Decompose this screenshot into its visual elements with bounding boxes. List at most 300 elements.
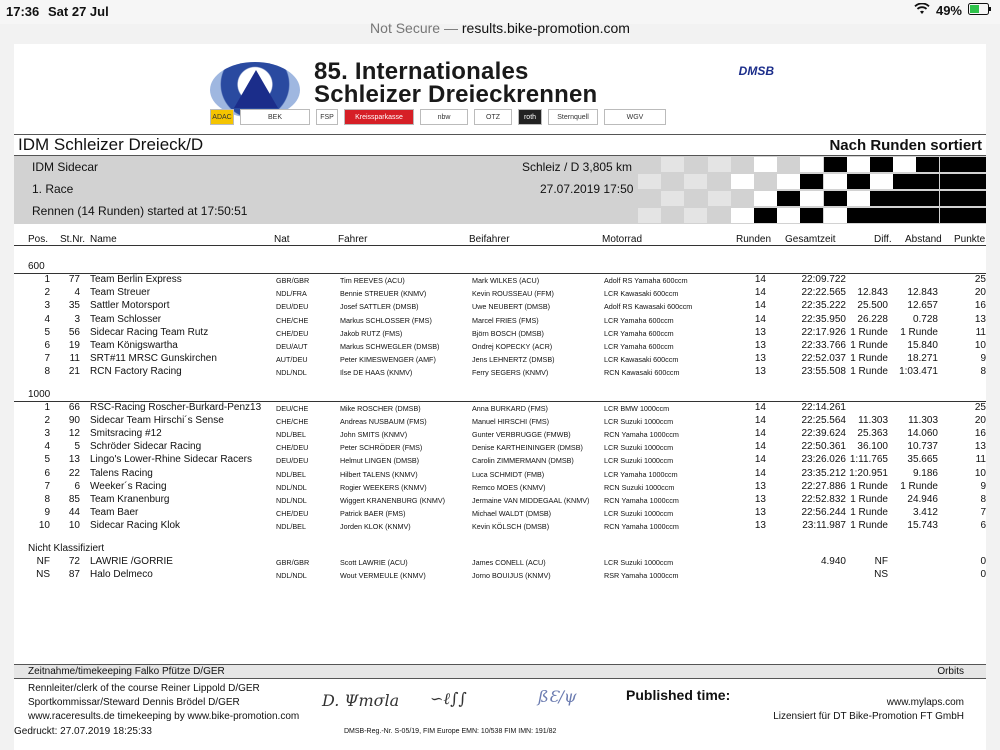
orbits: Orbits (937, 666, 964, 677)
cell-pos: 8 (44, 366, 50, 378)
flag-cell (893, 157, 916, 172)
col-name: Name (90, 234, 117, 245)
cell-punkte: 11 (975, 454, 986, 466)
col-nat: Nat (274, 234, 290, 245)
cell-punkte: 10 (974, 467, 986, 479)
cell-name: Schröder Sidecar Racing (90, 441, 202, 453)
flag-cell (916, 174, 939, 189)
cell-zeit: 22:17.926 (801, 326, 846, 338)
cell-name: Team Königswartha (90, 340, 178, 351)
cell-pos: 4 (44, 313, 50, 325)
cell-motorrad: LCR Yamaha 600ccm (604, 342, 674, 351)
cell-abstand: 11.303 (908, 414, 938, 426)
cell-motorrad: RCN Suzuki 1000ccm (604, 482, 675, 492)
not-secure-label: Not Secure — (370, 20, 458, 36)
cell-pos: 7 (44, 353, 50, 365)
cell-zeit: 22:33.766 (801, 340, 846, 351)
table-row (14, 507, 986, 520)
cell-name: Team Baer (90, 507, 139, 519)
cell-name: Sattler Motorsport (90, 300, 170, 312)
cell-motorrad: RCN Yamaha 1000ccm (604, 430, 679, 439)
cell-runden: 13 (754, 366, 766, 378)
cell-diff: 1 Runde (850, 326, 888, 338)
cell-abstand: 12.843 (907, 287, 938, 299)
cell-fahrer: Bennie STREUER (KNMV) (340, 289, 427, 299)
cell-fahrer: Hilbert TALENS (KNMV) (340, 469, 418, 479)
cell-runden: 13 (754, 520, 766, 532)
flag-cell (684, 208, 707, 223)
flag-cell (916, 157, 939, 172)
cell-zeit: 22:39.624 (801, 428, 846, 439)
class-name: IDM Sidecar (32, 160, 99, 174)
clerk: Rennleiter/clerk of the course Reiner Lippold D/GER (28, 683, 260, 694)
checkered-flag (638, 156, 986, 224)
cell-pos: 5 (44, 326, 50, 338)
flag-cell (847, 191, 870, 206)
table-row (14, 314, 986, 327)
cell-motorrad: RSR Yamaha 1000ccm (604, 570, 679, 580)
flag-cell (824, 157, 847, 172)
track-name: IDM Schleizer Dreieck/D (18, 135, 204, 154)
cell-punkte: 13 (974, 313, 986, 325)
status-date: Sat 27 Jul (48, 4, 109, 19)
cell-fahrer: Markus SCHLOSSER (FMS) (340, 315, 432, 325)
cell-zeit: 22:50.361 (801, 441, 846, 453)
cell-nat: GBR/GBR (276, 557, 310, 567)
cell-motorrad: LCR Kawasaki 600ccm (604, 355, 679, 365)
cell-beifahrer: Ondrej KOPECKY (ACR) (472, 342, 553, 351)
cell-diff: 1 Runde (850, 340, 888, 351)
cell-punkte: 0 (980, 568, 986, 580)
cell-nr: 10 (68, 520, 80, 532)
cell-diff: 1:20.951 (849, 467, 888, 479)
cell-punkte: 16 (974, 300, 986, 312)
col-diff: Diff. (874, 234, 892, 245)
flag-cell (777, 208, 800, 223)
cell-runden: 14 (754, 441, 766, 453)
cell-fahrer: Ilse DE HAAS (KNMV) (340, 368, 413, 378)
race-datetime: 27.07.2019 17:50 (540, 182, 634, 196)
cell-name: Sidecar Racing Klok (90, 520, 181, 532)
race-started: Rennen (14 Runden) started at 17:50:51 (32, 204, 248, 218)
footer (14, 664, 986, 750)
cell-abstand: 12.657 (907, 300, 938, 312)
cell-fahrer: Peter SCHRÖDER (FMS) (340, 443, 423, 453)
flag-cell (916, 208, 939, 223)
cell-nat: CHE/CHE (276, 315, 309, 325)
cell-nat: NDL/FRA (276, 289, 307, 299)
cell-pos: 9 (44, 507, 50, 519)
cell-motorrad: RCN Yamaha 1000ccm (604, 522, 679, 532)
race-name: 1. Race (32, 182, 74, 196)
flag-cell (731, 174, 754, 189)
location: Schleiz / D 3,805 km (522, 160, 633, 174)
cell-nr: 6 (74, 480, 80, 492)
cell-runden: 14 (754, 287, 766, 299)
cell-punkte: 20 (974, 414, 986, 426)
col-pos: Pos. (28, 234, 49, 245)
cell-pos: 3 (44, 300, 50, 312)
cell-diff: NS (874, 568, 888, 580)
signature-1: D. Ψmσla (322, 691, 400, 710)
cell-beifahrer: Kevin KÖLSCH (DMSB) (472, 522, 550, 532)
cell-zeit: 22:25.564 (801, 414, 846, 426)
table-row (14, 402, 986, 415)
flag-cell (661, 157, 684, 172)
flag-cell (708, 191, 731, 206)
cell-name: Team Berlin Express (90, 274, 182, 285)
cell-pos: 6 (44, 467, 50, 479)
sponsor-logo: nbw (420, 109, 468, 125)
flag-cell (754, 191, 777, 206)
cell-beifahrer: Carolin ZIMMERMANN (DMSB) (472, 456, 574, 466)
cell-abstand: 0.728 (912, 313, 938, 325)
cell-motorrad: LCR Yamaha 1000ccm (604, 469, 678, 479)
section-title: Nicht Klassifiziert (28, 542, 105, 554)
cell-motorrad: LCR Suzuki 1000ccm (604, 416, 674, 426)
cell-diff: 1 Runde (850, 520, 888, 532)
cell-fahrer: Helmut LINGEN (DMSB) (340, 456, 420, 466)
cell-zeit: 23:26.026 (801, 454, 846, 466)
cell-nat: NDL/NDL (276, 570, 307, 580)
cell-runden: 14 (754, 300, 766, 312)
cell-motorrad: LCR Suzuki 1000ccm (604, 456, 674, 466)
table-row (14, 366, 986, 379)
column-headers (14, 232, 986, 246)
cell-runden: 14 (754, 428, 766, 439)
cell-diff: 25.500 (857, 300, 888, 312)
cell-beifahrer: James CONELL (ACU) (472, 557, 546, 567)
cell-motorrad: Adolf RS Kawasaki 600ccm (604, 302, 693, 312)
cell-zeit: 22:22.565 (801, 287, 846, 299)
cell-nr: 21 (68, 366, 80, 378)
table-row (14, 520, 986, 533)
cell-abstand: 35.665 (907, 454, 938, 466)
cell-motorrad: LCR Suzuki 1000ccm (604, 557, 674, 567)
cell-fahrer: Tim REEVES (ACU) (340, 276, 405, 285)
sort-label: Nach Runden sortiert (829, 137, 982, 154)
url-text: results.bike-promotion.com (461, 20, 630, 36)
cell-pos: 7 (44, 480, 50, 492)
cell-pos: 1 (44, 401, 50, 413)
cell-diff: 25.363 (857, 428, 888, 439)
col-abstand: Abstand (905, 234, 942, 245)
cell-zeit: 22:14.261 (801, 401, 846, 413)
cell-beifahrer: Jorno BOUIJUS (KNMV) (472, 570, 551, 580)
cell-nr: 19 (68, 340, 80, 351)
cell-runden: 13 (754, 494, 766, 505)
table-row (14, 468, 986, 481)
cell-pos: 5 (44, 454, 50, 466)
flag-cell (777, 157, 800, 172)
cell-beifahrer: Kevin ROUSSEAU (FFM) (472, 289, 554, 299)
cell-beifahrer: Uwe NEUBERT (DMSB) (472, 302, 551, 312)
flag-cell (940, 157, 963, 172)
mylaps: www.mylaps.com (886, 697, 964, 708)
cell-punkte: 16 (974, 428, 986, 439)
cell-zeit: 22:52.037 (801, 353, 846, 365)
cell-pos: 10 (38, 520, 50, 532)
cell-beifahrer: Gunter VERBRUGGE (FMWB) (472, 430, 571, 439)
sponsor-logo: OTZ (474, 109, 512, 125)
flag-cell (870, 174, 893, 189)
cell-nr: 22 (68, 467, 80, 479)
cell-beifahrer: Marcel FRIES (FMS) (472, 315, 539, 325)
cell-nat: CHE/DEU (276, 509, 309, 519)
flag-cell (916, 191, 939, 206)
cell-punkte: 0 (980, 555, 986, 567)
flag-cell (870, 208, 893, 223)
cell-nat: GBR/GBR (276, 276, 310, 285)
cell-fahrer: Jakob RUTZ (FMS) (340, 328, 403, 338)
section-title: 600 (28, 261, 45, 272)
flag-cell (708, 174, 731, 189)
flag-cell (731, 191, 754, 206)
cell-nat: NDL/NDL (276, 368, 307, 378)
cell-fahrer: Scott LAWRIE (ACU) (340, 557, 408, 567)
cell-zeit: 4.940 (820, 555, 846, 567)
cell-diff: 1:11.765 (849, 454, 888, 466)
col-punkte: Punkte (954, 234, 986, 245)
table-row (14, 274, 986, 287)
flag-cell (800, 191, 823, 206)
sponsor-logo: ADAC (210, 109, 234, 125)
flag-cell (963, 157, 986, 172)
flag-cell (661, 191, 684, 206)
cell-runden: 13 (754, 480, 766, 492)
cell-runden: 14 (754, 454, 766, 466)
cell-punkte: 9 (980, 353, 986, 365)
sponsor-logo: Sternquell (548, 109, 598, 125)
cell-fahrer: Mike ROSCHER (DMSB) (340, 403, 421, 413)
cell-name: Halo Delmeco (90, 568, 153, 580)
cell-nr: 87 (68, 568, 80, 580)
flag-cell (708, 157, 731, 172)
flag-cell (754, 157, 777, 172)
cell-nat: NDL/BEL (276, 469, 306, 479)
flag-cell (754, 208, 777, 223)
steward: Sportkommissar/Steward Dennis Brödel D/GER (28, 697, 240, 708)
table-row (14, 428, 986, 441)
flag-cell (824, 174, 847, 189)
cell-pos: 8 (44, 494, 50, 505)
col-beifahrer: Beifahrer (469, 234, 510, 245)
cell-nr: 5 (74, 441, 80, 453)
flag-cell (963, 174, 986, 189)
dmsb-logo: DMSB (738, 64, 774, 78)
cell-fahrer: John SMITS (KNMV) (340, 430, 408, 439)
flag-cell (731, 157, 754, 172)
cell-runden: 13 (754, 353, 766, 365)
cell-punkte: 25 (974, 274, 986, 285)
flag-cell (893, 191, 916, 206)
cell-motorrad: LCR Kawasaki 600ccm (604, 289, 679, 299)
flag-cell (847, 157, 870, 172)
flag-cell (684, 191, 707, 206)
cell-nat: NDL/NDL (276, 496, 307, 505)
cell-nat: DEU/CHE (276, 403, 309, 413)
flag-cell (638, 157, 661, 172)
cell-beifahrer: Manuel HIRSCHI (FMS) (472, 416, 550, 426)
cell-motorrad: LCR Suzuki 1000ccm (604, 443, 674, 453)
flag-cell (684, 157, 707, 172)
cell-fahrer: Andreas NUSBAUM (FMS) (340, 416, 427, 426)
cell-diff: 12.843 (857, 287, 888, 299)
cell-name: Team Streuer (90, 287, 151, 299)
cell-nat: CHE/DEU (276, 443, 309, 453)
cell-name: Lingo's Lower-Rhine Sidecar Racers (90, 454, 252, 466)
cell-nr: 66 (68, 401, 80, 413)
cell-pos: 4 (44, 441, 50, 453)
flag-cell (800, 208, 823, 223)
cell-beifahrer: Jermaine VAN MIDDEGAAL (KNMV) (472, 496, 590, 505)
cell-zeit: 22:27.886 (801, 480, 846, 492)
cell-name: Sidecar Racing Team Rutz (90, 326, 209, 338)
table-row (14, 569, 986, 582)
cell-zeit: 22:56.244 (801, 507, 846, 519)
cell-diff: NF (874, 555, 888, 567)
cell-runden: 14 (754, 467, 766, 479)
cell-pos: 2 (44, 287, 50, 299)
flag-cell (847, 208, 870, 223)
cell-diff: 1 Runde (850, 480, 888, 492)
sponsor-logo: Kreissparkasse (344, 109, 414, 125)
table-row (14, 353, 986, 366)
footer-bar (14, 665, 986, 679)
cell-zeit: 22:52.832 (801, 494, 846, 505)
cell-zeit: 23:55.508 (801, 366, 846, 378)
flag-cell (940, 174, 963, 189)
flag-cell (777, 191, 800, 206)
cell-name: Sidecar Team Hirschi´s Sense (90, 414, 224, 426)
cell-nr: 3 (74, 313, 80, 325)
flag-cell (893, 208, 916, 223)
cell-zeit: 22:35.950 (801, 313, 846, 325)
table-row (14, 454, 986, 467)
cell-abstand: 3.412 (912, 507, 938, 519)
race-info (14, 156, 986, 224)
cell-fahrer: Rogier WEEKERS (KNMV) (340, 482, 427, 492)
cell-abstand: 18.271 (907, 353, 938, 365)
section-title: 1000 (28, 388, 51, 400)
flag-cell (940, 191, 963, 206)
flag-cell (870, 191, 893, 206)
cell-fahrer: Wout VERMEULE (KNMV) (340, 570, 426, 580)
cell-punkte: 7 (980, 507, 986, 519)
flag-cell (800, 174, 823, 189)
cell-name: LAWRIE /GORRIE (90, 555, 173, 567)
flag-cell (870, 157, 893, 172)
cell-beifahrer: Denise KARTHEININGER (DMSB) (472, 443, 583, 453)
cell-nr: 56 (68, 326, 80, 338)
flag-cell (638, 174, 661, 189)
cell-nr: 72 (68, 555, 80, 567)
cell-motorrad: LCR BMW 1000ccm (604, 403, 670, 413)
cell-fahrer: Jorden KLOK (KNMV) (340, 522, 411, 532)
cell-nr: 13 (68, 454, 80, 466)
cell-fahrer: Peter KIMESWENGER (AMF) (340, 355, 436, 365)
reg-number: DMSB-Reg.-Nr. S-05/19, FIM Europe EMN: 10/538 FIM IMN: 191/82 (344, 728, 557, 735)
event-title (314, 60, 597, 106)
cell-zeit: 22:09.722 (801, 274, 846, 285)
col-gesamtzeit: Gesamtzeit (785, 234, 836, 245)
table-row (14, 300, 986, 313)
flag-cell (963, 208, 986, 223)
address-bar[interactable] (0, 14, 1000, 40)
cell-abstand: 9.186 (912, 467, 938, 479)
cell-pos: 3 (44, 428, 50, 439)
col-runden: Runden (736, 234, 772, 245)
cell-punkte: 8 (980, 494, 986, 505)
flag-cell (893, 174, 916, 189)
cell-abstand: 1 Runde (900, 480, 938, 492)
cell-motorrad: LCR Yamaha 600ccm (604, 315, 674, 325)
flag-cell (777, 174, 800, 189)
cell-nr: 44 (68, 507, 80, 519)
cell-motorrad: RCN Yamaha 1000ccm (604, 496, 679, 505)
flag-cell (684, 174, 707, 189)
cell-punkte: 20 (974, 287, 986, 299)
cell-beifahrer: Björn BOSCH (DMSB) (472, 328, 544, 338)
cell-nat: NDL/NDL (276, 482, 307, 492)
cell-diff: 36.100 (857, 441, 888, 453)
cell-diff: 1 Runde (850, 353, 888, 365)
flag-cell (940, 208, 963, 223)
cell-pos: 6 (44, 340, 50, 351)
cell-punkte: 6 (980, 520, 986, 532)
table-row (14, 481, 986, 494)
signature-3: ßƐ∕ψ (538, 687, 577, 706)
status-time: 17:36 (6, 4, 40, 19)
cell-name: Smitsracing #12 (90, 428, 162, 439)
cell-motorrad: RCN Kawasaki 600ccm (604, 368, 680, 378)
cell-nat: DEU/DEU (276, 302, 309, 312)
flag-cell (661, 174, 684, 189)
cell-zeit: 22:35.222 (801, 300, 846, 312)
cell-abstand: 1:03.471 (899, 366, 938, 378)
cell-punkte: 25 (974, 401, 986, 413)
col-fahrer: Fahrer (338, 234, 368, 245)
table-row (14, 441, 986, 454)
cell-fahrer: Markus SCHWEGLER (DMSB) (340, 342, 440, 351)
cell-motorrad: Adolf RS Yamaha 600ccm (604, 276, 688, 285)
cell-runden: 13 (754, 507, 766, 519)
flag-cell (824, 208, 847, 223)
cell-diff: 1 Runde (850, 507, 888, 519)
sponsor-logo: BEK (240, 109, 310, 125)
cell-nat: NDL/BEL (276, 522, 306, 532)
cell-nr: 90 (68, 414, 80, 426)
published-time: Published time: (626, 687, 731, 703)
printed: Gedruckt: 27.07.2019 18:25:33 (14, 726, 152, 737)
sponsor-logos (210, 108, 770, 126)
flag-cell (963, 191, 986, 206)
cell-name: RCN Factory Racing (90, 366, 182, 378)
website: www.raceresults.de timekeeping by www.bike-promotion.com (28, 711, 300, 722)
signature-2: ∽ℓ∫∫ (430, 689, 467, 708)
flag-cell (638, 208, 661, 223)
battery-percent: 49% (935, 3, 962, 18)
cell-zeit: 23:35.212 (801, 467, 846, 479)
col-motorrad: Motorrad (602, 234, 643, 245)
cell-abstand: 15.840 (907, 340, 938, 351)
cell-beifahrer: Ferry SEGERS (KNMV) (472, 368, 549, 378)
cell-nr: 12 (68, 428, 80, 439)
flag-cell (731, 208, 754, 223)
cell-nat: DEU/DEU (276, 456, 309, 466)
cell-name: Talens Racing (90, 467, 153, 479)
cell-runden: 14 (754, 414, 766, 426)
